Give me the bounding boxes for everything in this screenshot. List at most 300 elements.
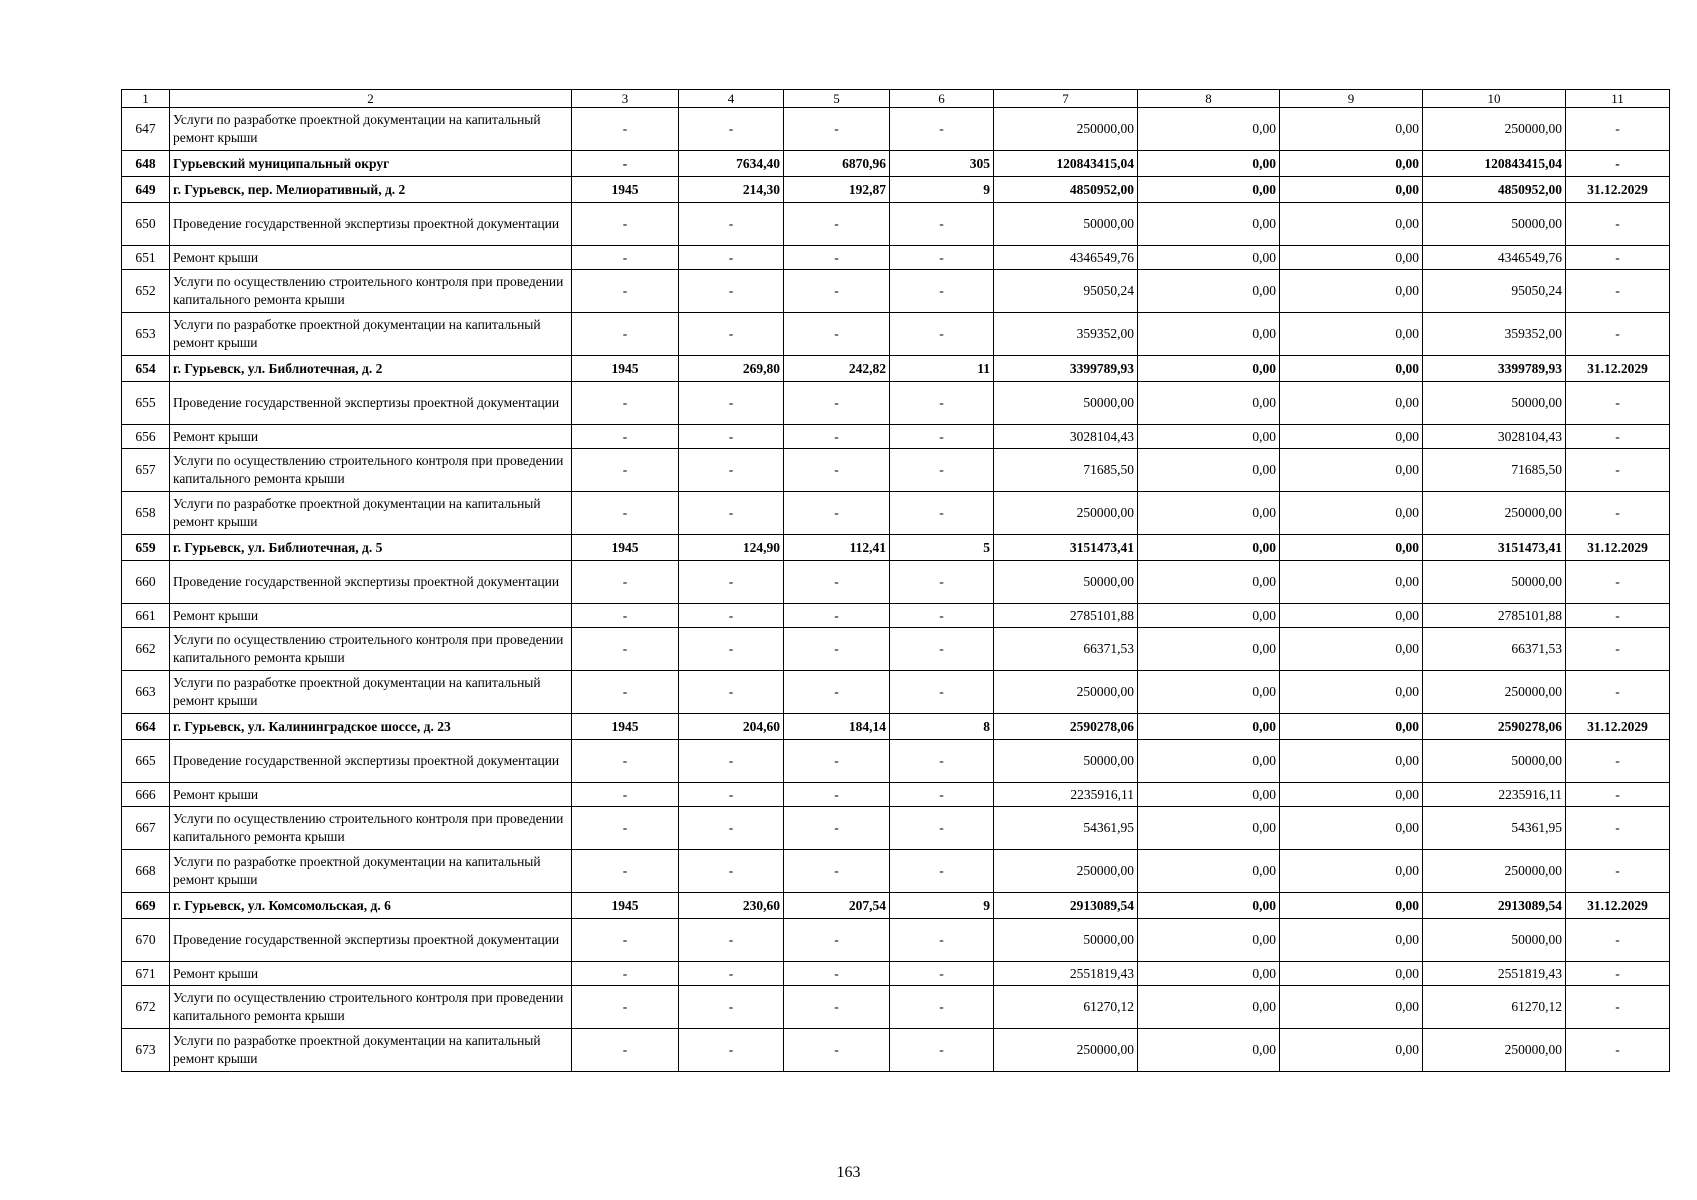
row-description: Услуги по разработке проектной документации на капитальный ремонт крыши [170, 1029, 572, 1072]
table-cell: 0,00 [1280, 449, 1423, 492]
table-cell: 66371,53 [1423, 628, 1566, 671]
table-cell: 0,00 [1280, 492, 1423, 535]
table-cell: 3028104,43 [1423, 425, 1566, 449]
table-cell: - [1566, 962, 1670, 986]
table-cell: - [572, 850, 679, 893]
row-number: 663 [122, 671, 170, 714]
row-number: 668 [122, 850, 170, 893]
table-cell: - [890, 203, 994, 246]
table-cell: - [679, 807, 784, 850]
table-row [122, 740, 1670, 783]
row-description: Услуги по разработке проектной документации на капитальный ремонт крыши [170, 492, 572, 535]
table-cell: - [572, 425, 679, 449]
row-description: Услуги по осуществлению строительного контроля при проведении капитального ремонта крыши [170, 986, 572, 1029]
table-cell: - [1566, 783, 1670, 807]
table-cell: - [1566, 382, 1670, 425]
table-cell: 71685,50 [1423, 449, 1566, 492]
table-cell: 250000,00 [994, 850, 1138, 893]
table-cell: 50000,00 [994, 203, 1138, 246]
table-cell: 50000,00 [1423, 561, 1566, 604]
table-row [122, 203, 1670, 246]
table-cell: - [1566, 425, 1670, 449]
table-cell: - [784, 628, 890, 671]
table-cell: - [1566, 108, 1670, 151]
header-row [122, 90, 1670, 108]
table-cell: 3028104,43 [994, 425, 1138, 449]
table-cell: - [784, 313, 890, 356]
column-number-2: 2 [170, 90, 572, 108]
table-cell: 0,00 [1280, 561, 1423, 604]
table-cell: - [784, 1029, 890, 1072]
table-cell: 112,41 [784, 535, 890, 561]
table-cell: - [784, 382, 890, 425]
row-description: Ремонт крыши [170, 246, 572, 270]
row-number: 662 [122, 628, 170, 671]
table-cell: 31.12.2029 [1566, 893, 1670, 919]
table-cell: 250000,00 [994, 671, 1138, 714]
table-cell: 7634,40 [679, 151, 784, 177]
table-cell: 50000,00 [1423, 382, 1566, 425]
table-cell: - [890, 382, 994, 425]
table-cell: 0,00 [1138, 313, 1280, 356]
row-description: Гурьевский муниципальный округ [170, 151, 572, 177]
object-row [122, 535, 1670, 561]
table-cell: 1945 [572, 535, 679, 561]
table-cell: 250000,00 [1423, 671, 1566, 714]
table-cell: 0,00 [1280, 850, 1423, 893]
table-row [122, 628, 1670, 671]
row-description: Услуги по осуществлению строительного контроля при проведении капитального ремонта крыши [170, 449, 572, 492]
row-description: Ремонт крыши [170, 783, 572, 807]
table-cell: 54361,95 [994, 807, 1138, 850]
table-cell: - [679, 492, 784, 535]
table-cell: 0,00 [1280, 425, 1423, 449]
row-number: 652 [122, 270, 170, 313]
table-cell: - [784, 425, 890, 449]
table-cell: 54361,95 [1423, 807, 1566, 850]
table-cell: 1945 [572, 714, 679, 740]
table-cell: - [890, 919, 994, 962]
table-cell: - [890, 740, 994, 783]
table-cell: 3151473,41 [994, 535, 1138, 561]
table-cell: 0,00 [1138, 151, 1280, 177]
table-cell: 0,00 [1280, 671, 1423, 714]
table-cell: - [1566, 561, 1670, 604]
table-cell: - [679, 850, 784, 893]
table-cell: 0,00 [1138, 604, 1280, 628]
column-number-6: 6 [890, 90, 994, 108]
table-cell: 8 [890, 714, 994, 740]
table-cell: 120843415,04 [1423, 151, 1566, 177]
table-cell: 359352,00 [994, 313, 1138, 356]
row-description: г. Гурьевск, ул. Калининградское шоссе, д. 23 [170, 714, 572, 740]
table-cell: 31.12.2029 [1566, 177, 1670, 203]
table-cell: - [572, 246, 679, 270]
row-number: 656 [122, 425, 170, 449]
table-row [122, 604, 1670, 628]
table-row [122, 313, 1670, 356]
object-row [122, 177, 1670, 203]
table-cell: - [572, 151, 679, 177]
table-cell: - [572, 492, 679, 535]
table-cell: 0,00 [1138, 807, 1280, 850]
table-cell: 204,60 [679, 714, 784, 740]
table-cell: - [679, 449, 784, 492]
table-cell: - [1566, 628, 1670, 671]
object-row [122, 151, 1670, 177]
row-number: 653 [122, 313, 170, 356]
table-cell: 0,00 [1280, 628, 1423, 671]
table-cell: 250000,00 [1423, 492, 1566, 535]
table-cell: - [1566, 203, 1670, 246]
table-cell: 0,00 [1280, 535, 1423, 561]
table-cell: 1945 [572, 893, 679, 919]
table-cell: 250000,00 [994, 1029, 1138, 1072]
table-cell: - [784, 108, 890, 151]
table-cell: - [572, 449, 679, 492]
table-cell: 242,82 [784, 356, 890, 382]
table-cell: 0,00 [1280, 740, 1423, 783]
row-number: 655 [122, 382, 170, 425]
table-cell: - [679, 986, 784, 1029]
table-cell: - [784, 203, 890, 246]
row-description: Услуги по разработке проектной документации на капитальный ремонт крыши [170, 850, 572, 893]
table-cell: 124,90 [679, 535, 784, 561]
table-cell: - [1566, 246, 1670, 270]
table-row [122, 783, 1670, 807]
table-cell: - [572, 986, 679, 1029]
table-cell: 0,00 [1280, 919, 1423, 962]
table-cell: 0,00 [1138, 628, 1280, 671]
table-cell: - [679, 1029, 784, 1072]
table-cell: 250000,00 [1423, 1029, 1566, 1072]
row-number: 660 [122, 561, 170, 604]
table-cell: 0,00 [1138, 492, 1280, 535]
table-cell: 0,00 [1280, 108, 1423, 151]
table-cell: - [784, 604, 890, 628]
table-cell: - [890, 783, 994, 807]
table-cell: - [1566, 151, 1670, 177]
table-cell: 61270,12 [1423, 986, 1566, 1029]
table-cell: - [1566, 270, 1670, 313]
table-cell: 50000,00 [1423, 203, 1566, 246]
table-cell: 0,00 [1138, 108, 1280, 151]
table-cell: 0,00 [1138, 270, 1280, 313]
table-cell: - [679, 382, 784, 425]
row-number: 661 [122, 604, 170, 628]
row-description: Проведение государственной экспертизы проектной документации [170, 382, 572, 425]
table-cell: - [572, 628, 679, 671]
table-cell: - [679, 425, 784, 449]
table-cell: 0,00 [1138, 177, 1280, 203]
column-number-5: 5 [784, 90, 890, 108]
table-cell: 31.12.2029 [1566, 714, 1670, 740]
table-cell: 0,00 [1280, 807, 1423, 850]
row-description: Проведение государственной экспертизы проектной документации [170, 740, 572, 783]
table-cell: - [679, 671, 784, 714]
table-cell: 31.12.2029 [1566, 535, 1670, 561]
table-cell: - [572, 604, 679, 628]
table-cell: - [679, 561, 784, 604]
row-description: Ремонт крыши [170, 604, 572, 628]
table-row [122, 919, 1670, 962]
table-cell: 0,00 [1138, 850, 1280, 893]
table-cell: - [890, 986, 994, 1029]
table-cell: - [679, 203, 784, 246]
table-cell: - [1566, 492, 1670, 535]
table-cell: - [679, 604, 784, 628]
table-cell: 2590278,06 [994, 714, 1138, 740]
table-cell: 1945 [572, 177, 679, 203]
table-cell: - [890, 270, 994, 313]
row-description: г. Гурьевск, ул. Библиотечная, д. 5 [170, 535, 572, 561]
table-row [122, 108, 1670, 151]
table-cell: - [890, 425, 994, 449]
table-cell: 0,00 [1280, 151, 1423, 177]
table-cell: 0,00 [1280, 893, 1423, 919]
row-description: Проведение государственной экспертизы проектной документации [170, 561, 572, 604]
column-number-9: 9 [1280, 90, 1423, 108]
table-cell: 250000,00 [1423, 850, 1566, 893]
table-cell: 250000,00 [994, 108, 1138, 151]
table-cell: 6870,96 [784, 151, 890, 177]
table-cell: 50000,00 [994, 919, 1138, 962]
table-cell: 0,00 [1138, 740, 1280, 783]
row-description: г. Гурьевск, ул. Комсомольская, д. 6 [170, 893, 572, 919]
column-number-10: 10 [1423, 90, 1566, 108]
table-cell: 4850952,00 [1423, 177, 1566, 203]
table-cell: - [1566, 604, 1670, 628]
table-cell: 0,00 [1138, 535, 1280, 561]
table-cell: - [572, 561, 679, 604]
row-description: Проведение государственной экспертизы проектной документации [170, 203, 572, 246]
table-cell: - [890, 962, 994, 986]
row-description: Проведение государственной экспертизы проектной документации [170, 919, 572, 962]
table-cell: - [679, 270, 784, 313]
column-number-8: 8 [1138, 90, 1280, 108]
table-cell: 250000,00 [994, 492, 1138, 535]
table-cell: 214,30 [679, 177, 784, 203]
table-cell: - [572, 671, 679, 714]
table-cell: 0,00 [1138, 1029, 1280, 1072]
row-number: 671 [122, 962, 170, 986]
table-cell: 184,14 [784, 714, 890, 740]
table-cell: - [784, 449, 890, 492]
table-cell: 230,60 [679, 893, 784, 919]
table-cell: - [572, 807, 679, 850]
row-description: Услуги по осуществлению строительного контроля при проведении капитального ремонта крыши [170, 628, 572, 671]
table-cell: 9 [890, 893, 994, 919]
table-cell: 3399789,93 [994, 356, 1138, 382]
row-description: Услуги по разработке проектной документации на капитальный ремонт крыши [170, 671, 572, 714]
table-cell: - [784, 919, 890, 962]
table-cell: 11 [890, 356, 994, 382]
table-cell: 95050,24 [994, 270, 1138, 313]
table-cell: 0,00 [1280, 986, 1423, 1029]
table-cell: 2235916,11 [1423, 783, 1566, 807]
row-number: 651 [122, 246, 170, 270]
table-cell: 9 [890, 177, 994, 203]
column-number-7: 7 [994, 90, 1138, 108]
table-row [122, 492, 1670, 535]
row-number: 648 [122, 151, 170, 177]
register-table [121, 89, 1670, 1072]
table-cell: 207,54 [784, 893, 890, 919]
table-cell: 0,00 [1138, 203, 1280, 246]
table-cell: - [890, 1029, 994, 1072]
row-description: г. Гурьевск, ул. Библиотечная, д. 2 [170, 356, 572, 382]
table-cell: - [890, 604, 994, 628]
table-cell: 0,00 [1138, 425, 1280, 449]
table-cell: - [890, 628, 994, 671]
table-cell: 50000,00 [1423, 740, 1566, 783]
table-row [122, 425, 1670, 449]
table-row [122, 962, 1670, 986]
table-cell: - [572, 203, 679, 246]
table-cell: - [679, 962, 784, 986]
table-cell: - [1566, 449, 1670, 492]
table-cell: 305 [890, 151, 994, 177]
table-cell: - [890, 108, 994, 151]
table-cell: 0,00 [1138, 962, 1280, 986]
table-cell: - [890, 561, 994, 604]
table-cell: 66371,53 [994, 628, 1138, 671]
table-cell: 1945 [572, 356, 679, 382]
table-cell: - [890, 807, 994, 850]
table-cell: 61270,12 [994, 986, 1138, 1029]
table-cell: 0,00 [1280, 382, 1423, 425]
row-number: 650 [122, 203, 170, 246]
table-cell: 95050,24 [1423, 270, 1566, 313]
table-cell: 50000,00 [994, 561, 1138, 604]
row-number: 654 [122, 356, 170, 382]
table-cell: - [1566, 1029, 1670, 1072]
column-number-1: 1 [122, 90, 170, 108]
table-cell: 120843415,04 [994, 151, 1138, 177]
table-cell: 0,00 [1280, 962, 1423, 986]
table-cell: - [572, 740, 679, 783]
table-cell: 359352,00 [1423, 313, 1566, 356]
row-number: 667 [122, 807, 170, 850]
table-cell: - [1566, 986, 1670, 1029]
row-number: 672 [122, 986, 170, 1029]
table-cell: 0,00 [1138, 714, 1280, 740]
table-cell: 0,00 [1280, 270, 1423, 313]
table-cell: 0,00 [1280, 714, 1423, 740]
table-cell: 0,00 [1280, 783, 1423, 807]
row-number: 649 [122, 177, 170, 203]
table-cell: - [572, 270, 679, 313]
row-description: Услуги по разработке проектной документации на капитальный ремонт крыши [170, 108, 572, 151]
table-cell: 2551819,43 [994, 962, 1138, 986]
table-cell: - [572, 313, 679, 356]
table-cell: - [572, 783, 679, 807]
table-cell: - [679, 313, 784, 356]
table-cell: - [890, 449, 994, 492]
table-cell: - [572, 919, 679, 962]
table-cell: 31.12.2029 [1566, 356, 1670, 382]
row-description: Услуги по осуществлению строительного контроля при проведении капитального ремонта крыши [170, 807, 572, 850]
table-row [122, 270, 1670, 313]
table-cell: 0,00 [1280, 313, 1423, 356]
table-row [122, 449, 1670, 492]
table-cell: 0,00 [1138, 449, 1280, 492]
table-cell: 192,87 [784, 177, 890, 203]
table-cell: 0,00 [1138, 919, 1280, 962]
table-cell: 3399789,93 [1423, 356, 1566, 382]
row-number: 659 [122, 535, 170, 561]
table-cell: - [572, 108, 679, 151]
row-number: 664 [122, 714, 170, 740]
table-cell: 4346549,76 [994, 246, 1138, 270]
row-description: Услуги по разработке проектной документации на капитальный ремонт крыши [170, 313, 572, 356]
table-row [122, 850, 1670, 893]
table-cell: 2913089,54 [994, 893, 1138, 919]
table-row [122, 986, 1670, 1029]
table-cell: - [1566, 919, 1670, 962]
table-cell: 0,00 [1138, 561, 1280, 604]
table-row [122, 671, 1670, 714]
column-number-11: 11 [1566, 90, 1670, 108]
table-cell: 269,80 [679, 356, 784, 382]
object-row [122, 356, 1670, 382]
table-cell: 0,00 [1138, 382, 1280, 425]
table-row [122, 807, 1670, 850]
table-cell: - [1566, 807, 1670, 850]
column-number-4: 4 [679, 90, 784, 108]
table-cell: - [784, 850, 890, 893]
table-cell: - [784, 561, 890, 604]
table-cell: 4850952,00 [994, 177, 1138, 203]
table-cell: 5 [890, 535, 994, 561]
table-cell: 0,00 [1138, 671, 1280, 714]
table-cell: - [679, 628, 784, 671]
row-number: 657 [122, 449, 170, 492]
row-number: 658 [122, 492, 170, 535]
row-number: 669 [122, 893, 170, 919]
table-cell: 0,00 [1138, 893, 1280, 919]
table-cell: - [1566, 850, 1670, 893]
table-cell: 71685,50 [994, 449, 1138, 492]
row-description: Услуги по осуществлению строительного контроля при проведении капитального ремонта крыши [170, 270, 572, 313]
table-row [122, 382, 1670, 425]
row-description: г. Гурьевск, пер. Мелиоративный, д. 2 [170, 177, 572, 203]
page-number: 163 [836, 1164, 861, 1181]
table-cell: - [572, 1029, 679, 1072]
table-cell: - [784, 492, 890, 535]
table-cell: - [784, 962, 890, 986]
table-cell: - [890, 246, 994, 270]
table-cell: - [679, 919, 784, 962]
column-number-3: 3 [572, 90, 679, 108]
table-cell: 0,00 [1138, 246, 1280, 270]
row-description: Ремонт крыши [170, 962, 572, 986]
object-row [122, 714, 1670, 740]
row-number: 666 [122, 783, 170, 807]
table-cell: 2235916,11 [994, 783, 1138, 807]
table-cell: - [679, 246, 784, 270]
row-number: 647 [122, 108, 170, 151]
table-cell: 0,00 [1280, 356, 1423, 382]
table-cell: 50000,00 [994, 382, 1138, 425]
table-cell: 0,00 [1280, 203, 1423, 246]
table-cell: 2785101,88 [1423, 604, 1566, 628]
table-cell: - [784, 270, 890, 313]
table-cell: - [572, 962, 679, 986]
table-cell: - [1566, 740, 1670, 783]
table-cell: - [890, 492, 994, 535]
table-cell: 50000,00 [994, 740, 1138, 783]
